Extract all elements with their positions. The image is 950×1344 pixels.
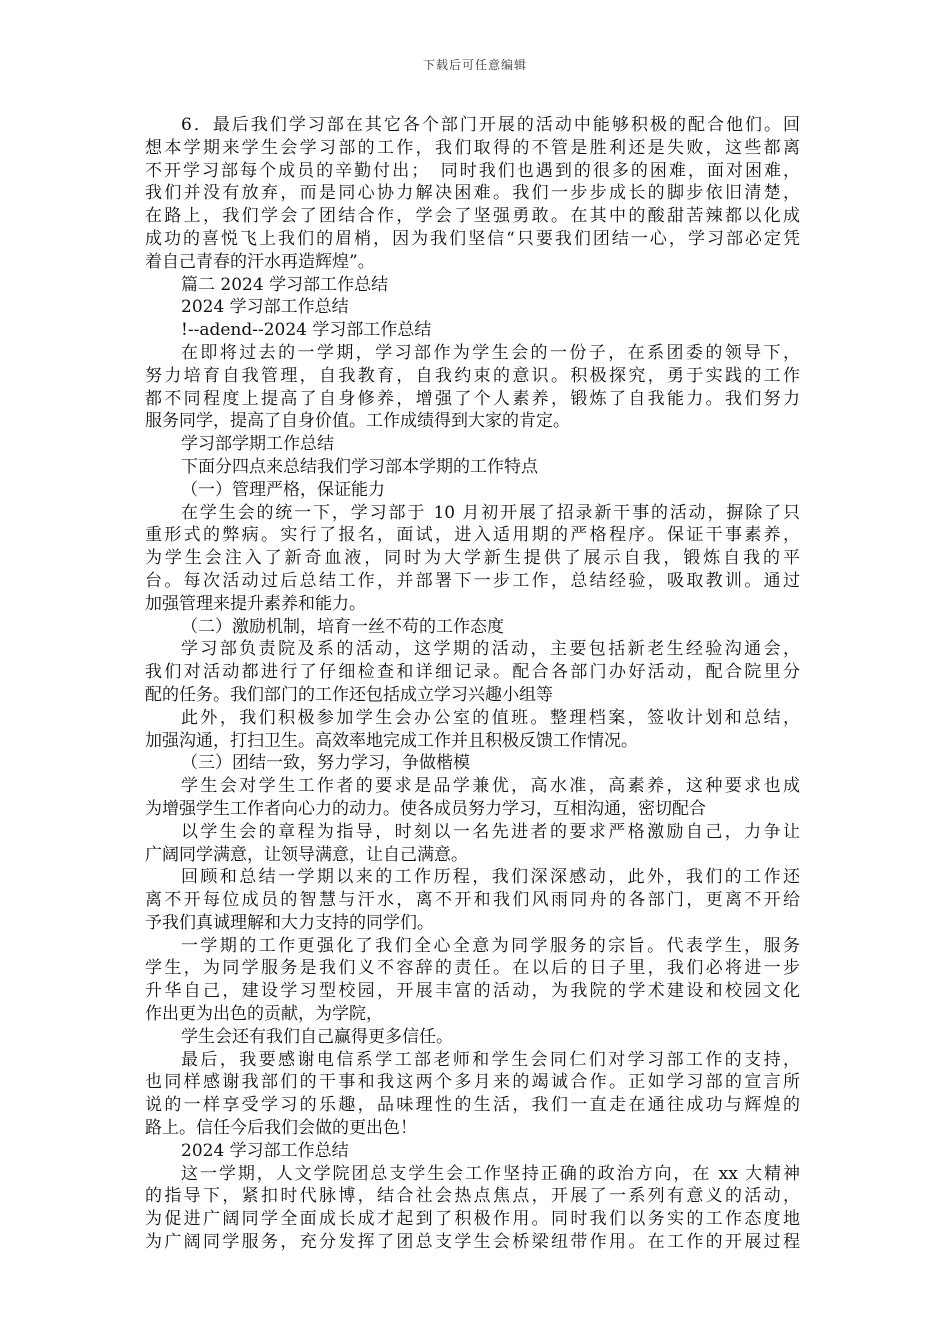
text-line: 想本学期来学生会学习部的工作，我们取得的不管是胜利还是失败，这些都离 [145, 137, 800, 158]
text-line: 配的任务。我们部门的工作还包括成立学习兴趣小组等 [145, 684, 553, 705]
text-line: 加强管理来提升素养和能力。 [145, 593, 366, 614]
text-line: 以学生会的章程为指导，时刻以一名先进者的要求严格激励自己，力争让 [181, 821, 800, 842]
text-line: 着自己青春的汗水再造辉煌”。 [145, 251, 375, 272]
text-line: 在路上，我们学会了团结合作，学会了坚强勇敢。在其中的酸甜苦辣都以化成 [145, 206, 800, 227]
text-line: 这一学期，人文学院团总支学生会工作坚持正确的政治方向，在 xx 大精神 [181, 1163, 800, 1184]
text-line: 也同样感谢我部们的干事和我这两个多月来的竭诚合作。正如学习部的宣言所 [145, 1072, 800, 1093]
text-line: 6．最后我们学习部在其它各个部门开展的活动中能够积极的配合他们。回 [181, 115, 800, 135]
text-line: 加强沟通，打扫卫生。高效率地完成工作并且积极反馈工作情况。 [145, 730, 638, 751]
text-line: 不开学习部每个成员的辛勤付出； 同时我们也遇到的很多的困难，面对困难， [145, 160, 800, 181]
text-line: 努力培育自我管理，自我教育，自我约束的意识。积极探究，勇于实践的工作 [145, 365, 800, 386]
document-body [145, 114, 800, 1254]
text-line: 为学生会注入了新奇血液，同时为大学新生提供了展示自我，锻炼自我的平 [145, 548, 800, 569]
text-line: 学生会对学生工作者的要求是品学兼优，高水准，高素养，这种要求也成 [181, 776, 800, 797]
text-line: 在学生会的统一下，学习部于 10 月初开展了招录新干事的活动，摒除了只 [181, 502, 800, 523]
text-line: 路上。信任今后我们会做的更出色！ [145, 1118, 417, 1139]
text-line: 此外，我们积极参加学生会办公室的值班。整理档案，签收计划和总结， [181, 707, 800, 728]
text-line: 篇二 2024 学习部工作总结 [181, 274, 389, 295]
text-line: 下面分四点来总结我们学习部本学期的工作特点 [181, 456, 538, 477]
text-line: 学生，为同学服务是我们义不容辞的责任。在以后的日子里，我们必将进一步 [145, 958, 800, 979]
text-line: 予我们真诚理解和大力支持的同学们。 [145, 912, 434, 933]
text-line: 服务同学，提高了自身价值。工作成绩得到大家的肯定。 [145, 411, 570, 432]
text-line: （三）团结一致，努力学习，争做楷模 [181, 753, 470, 774]
page-header: 下载后可任意编辑 [422, 58, 527, 72]
text-line: 重形式的弊病。实行了报名，面试，进入适用期的严格程序。保证干事素养， [145, 525, 800, 546]
text-line: 学习部学期工作总结 [181, 434, 334, 455]
text-line: 我们并没有放弃，而是同心协力解决困难。我们一步步成长的脚步依旧清楚， [145, 183, 800, 204]
text-line: （二）激励机制，培育一丝不苟的工作态度 [181, 616, 504, 637]
text-line: 学生会还有我们自己赢得更多信任。 [181, 1026, 453, 1047]
text-line: 离不开每位成员的智慧与汗水，离不开和我们风雨同舟的各部门，更离不开给 [145, 890, 800, 911]
text-line: 为促进广阔同学全面成长成才起到了积极作用。同时我们以务实的工作态度地 [145, 1209, 800, 1230]
text-line: 作出更为出色的贡献，为学院， [145, 1004, 383, 1025]
text-line: 成功的喜悦飞上我们的眉梢，因为我们坚信“只要我们团结一心，学习部必定凭 [145, 228, 800, 249]
text-line: 回顾和总结一学期以来的工作历程，我们深深感动，此外，我们的工作还 [181, 867, 800, 888]
text-line: 在即将过去的一学期，学习部作为学生会的一份子，在系团委的领导下， [181, 342, 800, 363]
text-line: 广阔同学满意，让领导满意，让自己满意。 [145, 844, 468, 865]
text-line: 学习部负责院及系的活动，这学期的活动，主要包括新老生经验沟通会， [181, 639, 800, 660]
text-line: 最后，我要感谢电信系学工部老师和学生会同仁们对学习部工作的支持， [181, 1049, 800, 1070]
text-line: （一）管理严格，保证能力 [181, 479, 385, 500]
text-line: !--adend--2024 学习部工作总结 [181, 320, 432, 341]
text-line: 台。每次活动过后总结工作，并部署下一步工作，总结经验，吸取教训。通过 [145, 570, 800, 591]
text-line: 我们对活动都进行了仔细检查和详细记录。配合各部门办好活动，配合院里分 [145, 662, 800, 683]
text-line: 2024 学习部工作总结 [181, 1140, 349, 1161]
text-line: 都不同程度上提高了自身修养，增强了个人素养，锻炼了自我能力。我们努力 [145, 388, 800, 409]
text-line: 说的一样享受学习的乐趣，品味理性的生活，我们一直走在通往成功与辉煌的 [145, 1095, 800, 1116]
text-line: 为增强学生工作者向心力的动力。使各成员努力学习，互相沟通，密切配合 [145, 798, 706, 819]
text-line: 升华自己，建设学习型校园，开展丰富的活动，为我院的学术建设和校园文化 [145, 981, 800, 1002]
text-line: 2024 学习部工作总结 [181, 297, 349, 318]
text-line: 为广阔同学服务，充分发挥了团总支学生会桥梁纽带作用。在工作的开展过程 [145, 1232, 800, 1253]
text-line: 的指导下，紧扣时代脉博，结合社会热点焦点，开展了一系列有意义的活动， [145, 1186, 800, 1207]
text-line: 一学期的工作更强化了我们全心全意为同学服务的宗旨。代表学生，服务 [181, 935, 800, 956]
